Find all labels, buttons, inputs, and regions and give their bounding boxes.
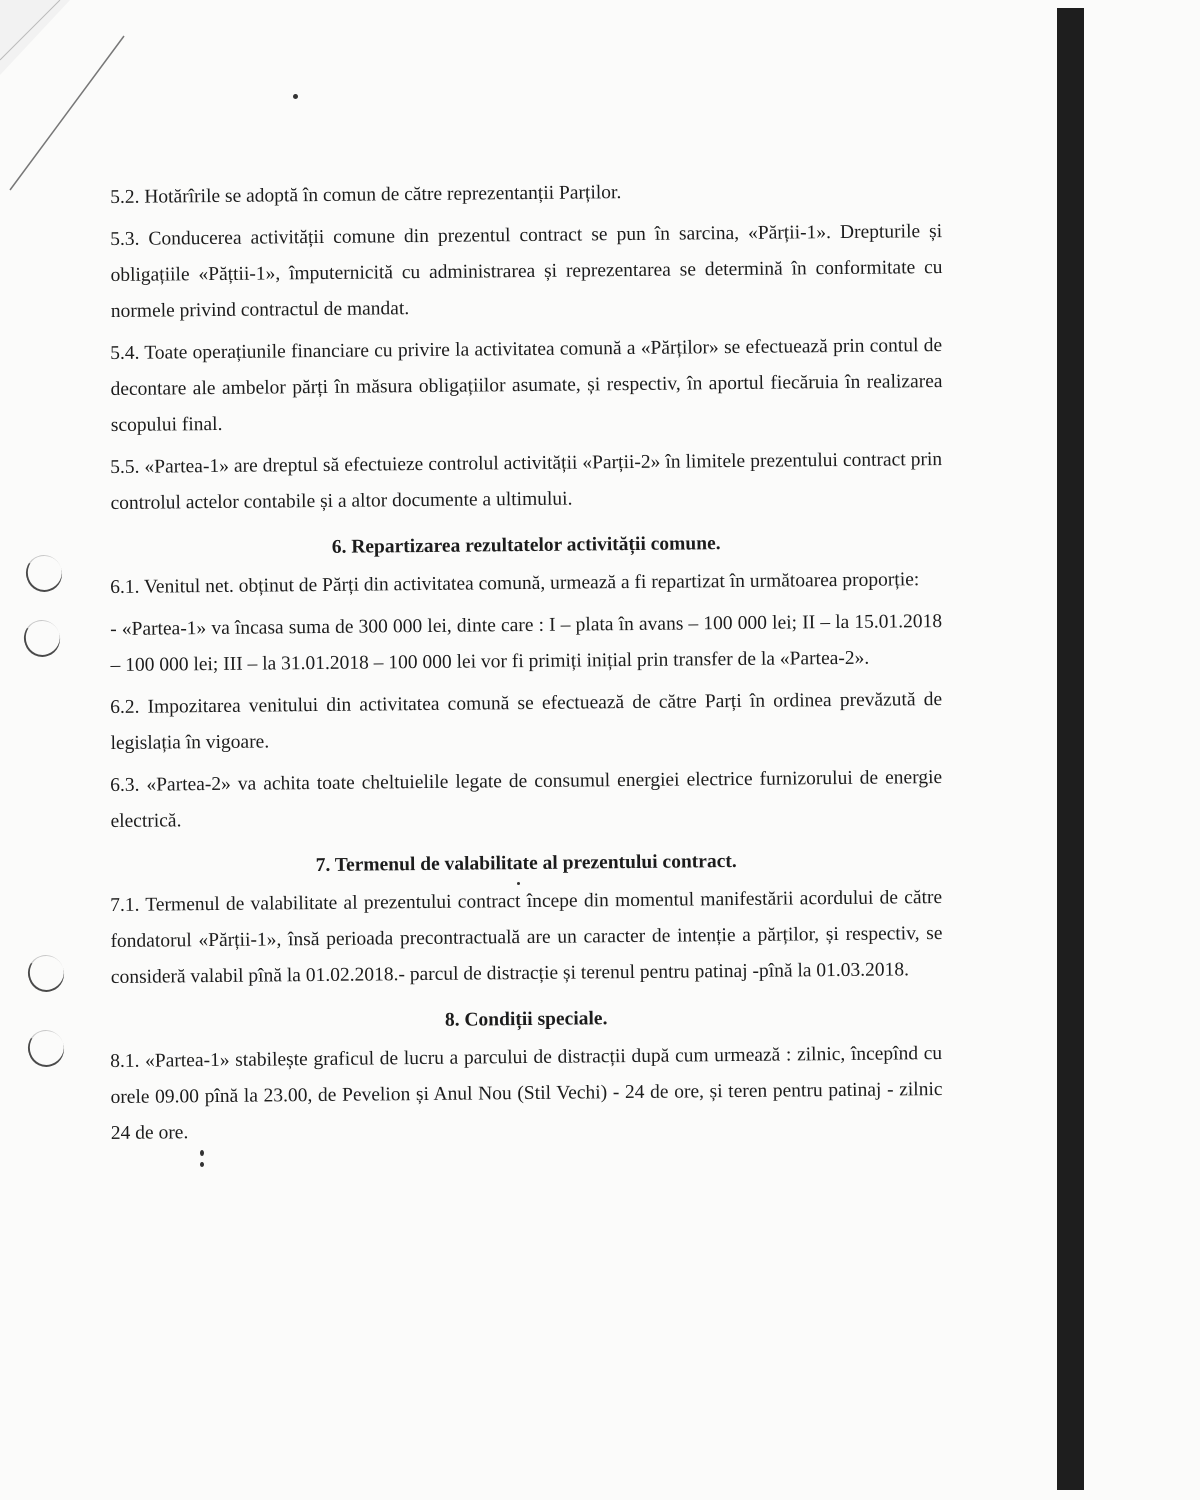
clause-6-1: 6.1. Venitul net. obținut de Părți din activitatea comună, urmează a fi repartizat în următoarea proporție: [110, 569, 920, 598]
clause-5-5: 5.5. «Partea-1» are dreptul să efectuieze controlul activității «Parții-2» în limitele prezentului contract prin controlul actelor contabile și a altor documente a ultimului. [110, 449, 943, 514]
ink-speck [293, 94, 298, 99]
document-body [110, 180, 942, 1158]
section-6-heading: 6. Repartizarea rezultatelor activității comune. [331, 533, 721, 558]
clause-5-4: 5.4. Toate operațiunile financiare cu privire la activitatea comună a «Părților» se efectuează prin contul de decontare ale ambelor părți în măsura obligațiilor asumate, și respectiv, în aportul fiecăruia în realizarea scopului final. [110, 335, 943, 436]
clause-8-1: 8.1. «Partea-1» stabilește graficul de lucru a parcului de distracții după cum urmează : zilnic, începînd cu orele 09.00 pînă la 23.00, de Pevelion și Anul Nou (Stil Vechi) - 24 de ore, și teren pentru patinaj - zilnic 24 de ore. [110, 1043, 943, 1144]
fold-lines [0, 0, 130, 200]
fold-shading [0, 0, 70, 75]
clause-6-1-detail: - «Partea-1» va încasa suma de 300 000 lei, dinte care : I – plata în avans – 100 000 lei; II – la 15.01.2018 – 100 000 lei; III – la 31.01.2018 – 100 000 lei vor fi primiți inițial prin transfer de la «Partea-2». [110, 611, 943, 676]
scanner-edge [1057, 8, 1084, 1490]
section-8-heading: 8. Condiții speciale. [444, 1008, 608, 1031]
clause-6-2: 6.2. Impozitarea venitului din activitatea comună se efectuează de către Parți în ordinea prevăzută de legislația în vigoare. [110, 689, 943, 754]
page-fold-corner [0, 0, 130, 200]
ink-speck [200, 1162, 204, 1167]
section-7-heading: 7. Termenul de valabilitate al prezentului contract. [315, 850, 737, 877]
clause-5-3: 5.3. Conducerea activității comune din prezentul contract se pun în sarcina, «Părții-1». Drepturile și obligațiile «Pățtii-1», împuternicită cu administrarea și reprezentarea se determină în conformitate cu normele privind contractul de mandat. [110, 221, 943, 322]
fold-edge-line [10, 36, 124, 190]
clause-5-2: 5.2. Hotărîrile se adoptă în comun de către reprezentanții Parților. [110, 182, 622, 208]
clause-6-3: 6.3. «Partea-2» va achita toate cheltuielile legate de consumul energiei electrice furnizorului de energie electrică. [110, 767, 943, 832]
clause-7-1: 7.1. Termenul de valabilitate al prezentului contract începe din momentul manifestării acordului de către fondatorul «Părții-1», însă perioada precontractuală are un caracter de intenție a părților, și respectiv, se consideră valabil pînă la 01.02.2018.- parcul de distracție și terenul pentru patinaj -pînă la 01.03.2018. [110, 887, 943, 988]
